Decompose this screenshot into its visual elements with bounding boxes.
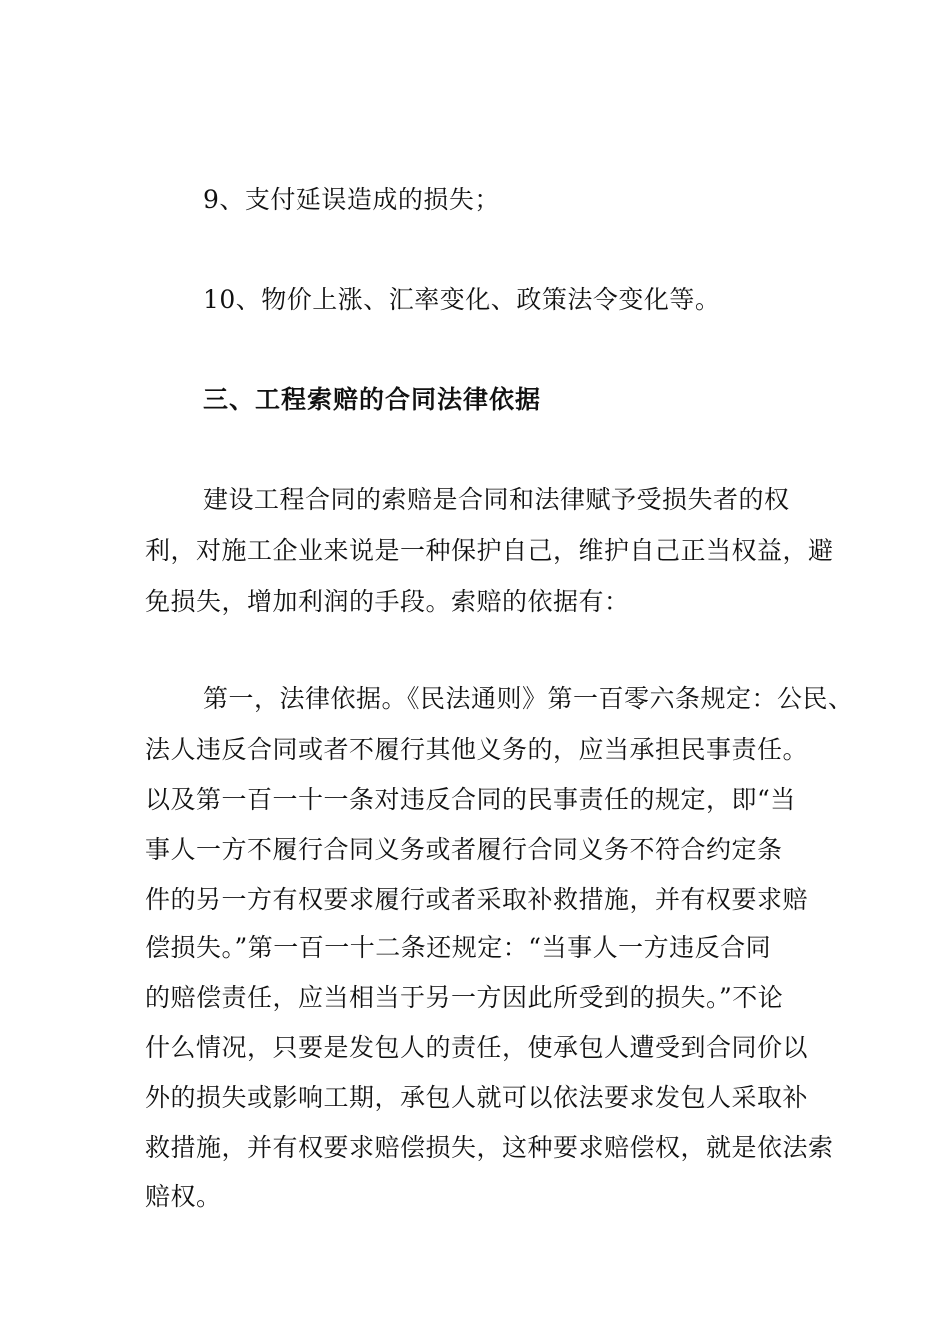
paragraph-2-line: 赔权。 (145, 1182, 222, 1211)
list-item-10: 10、物价上涨、汇率变化、政策法令变化等。 (203, 285, 721, 314)
paragraph-2-line: 事人一方不履行合同义务或者履行合同义务不符合约定条 (145, 835, 783, 864)
paragraph-2-line: 法人违反合同或者不履行其他义务的，应当承担民事责任。 (145, 735, 809, 764)
list-item-9: 9、支付延误造成的损失； (203, 185, 500, 214)
paragraph-2-line: 什么情况，只要是发包人的责任，使承包人遭受到合同价以 (145, 1033, 809, 1062)
section-heading: 三、工程索赔的合同法律依据 (203, 385, 542, 414)
paragraph-2-line: 件的另一方有权要求履行或者采取补救措施，并有权要求赔 (145, 885, 809, 914)
paragraph-2-line: 第一，法律依据。《民法通则》第一百零六条规定：公民、 (203, 684, 854, 713)
paragraph-2-line: 偿损失。”第一百一十二条还规定：“当事人一方违反合同 (145, 933, 772, 962)
paragraph-2-line: 的赔偿责任，应当相当于另一方因此所受到的损失。”不论 (145, 983, 784, 1012)
paragraph-2-line: 外的损失或影响工期，承包人就可以依法要求发包人采取补 (145, 1083, 809, 1112)
paragraph-1-line: 利，对施工企业来说是一种保护自己，维护自己正当权益，避 (145, 536, 834, 565)
paragraph-2-line: 以及第一百一十一条对违反合同的民事责任的规定，即“当 (145, 785, 796, 814)
paragraph-1-line: 免损失，增加利润的手段。索赔的依据有： (145, 587, 630, 616)
paragraph-1-line: 建设工程合同的索赔是合同和法律赋予受损失者的权 (203, 485, 790, 514)
paragraph-2-line: 救措施，并有权要求赔偿损失，这种要求赔偿权，就是依法索 (145, 1133, 834, 1162)
